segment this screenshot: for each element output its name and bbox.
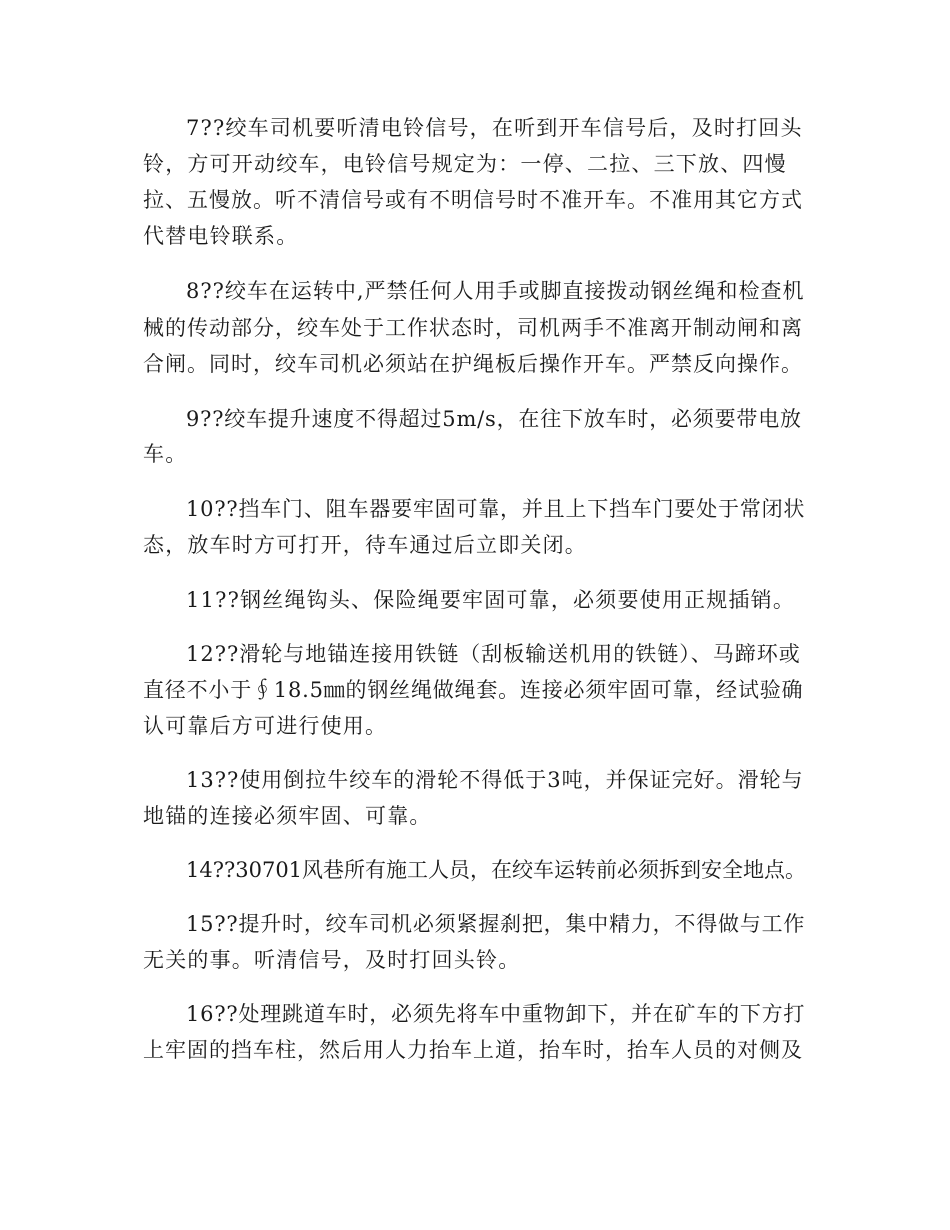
- paragraph-line: 拉、五慢放。听不清信号或有不明信号时不准开车。不准用其它方式: [143, 188, 803, 212]
- paragraph-line: 16??处理跳道车时，必须先将车中重物卸下，并在矿车的下方打: [186, 1002, 806, 1026]
- paragraph-line: 无关的事。听清信号，及时打回头铃。: [143, 948, 521, 972]
- paragraph-line: 9??绞车提升速度不得超过5m/s，在往下放车时，必须要带电放: [186, 407, 802, 431]
- paragraph-line: 械的传动部分，绞车处于工作状态时，司机两手不准离开制动闸和离: [143, 316, 803, 340]
- paragraph-line: 合闸。同时，绞车司机必须站在护绳板后操作开车。严禁反向操作。: [143, 352, 803, 376]
- paragraph-line: 7??绞车司机要听清电铃信号，在听到开车信号后，及时打回头: [186, 116, 803, 140]
- paragraph-line: 直径不小于∮18.5㎜的钢丝绳做绳套。连接必须牢固可靠，经试验确: [143, 678, 804, 702]
- paragraph-line: 态，放车时方可打开，待车通过后立即关闭。: [143, 533, 587, 557]
- paragraph-line: 代替电铃联系。: [143, 224, 299, 248]
- paragraph-line: 车。: [143, 442, 188, 466]
- paragraph-line: 13??使用倒拉牛绞车的滑轮不得低于3吨，并保证完好。滑轮与: [186, 768, 804, 792]
- paragraph-line: 地锚的连接必须牢固、可靠。: [143, 804, 432, 828]
- paragraph-line: 认可靠后方可进行使用。: [143, 714, 388, 738]
- paragraph-line: 15??提升时，绞车司机必须紧握刹把，集中精力，不得做与工作: [186, 912, 806, 936]
- paragraph-line: 上牢固的挡车柱，然后用人力抬车上道，抬车时，抬车人员的对侧及: [143, 1038, 803, 1062]
- paragraph-line: 11??钢丝绳钩头、保险绳要牢固可靠，必须要使用正规插销。: [186, 588, 796, 612]
- paragraph-line: 10??挡车门、阻车器要牢固可靠，并且上下挡车门要处于常闭状: [186, 497, 806, 521]
- paragraph-line: 8??绞车在运转中,严禁任何人用手或脚直接拨动钢丝绳和检查机: [186, 279, 805, 303]
- paragraph-line: 14??30701风巷所有施工人员，在绞车运转前必须拆到安全地点。: [186, 858, 807, 882]
- paragraph-line: 12??滑轮与地锚连接用铁链（刮板输送机用的铁链）、马蹄环或: [186, 642, 801, 666]
- paragraph-line: 铃，方可开动绞车，电铃信号规定为：一停、二拉、三下放、四慢: [143, 152, 787, 176]
